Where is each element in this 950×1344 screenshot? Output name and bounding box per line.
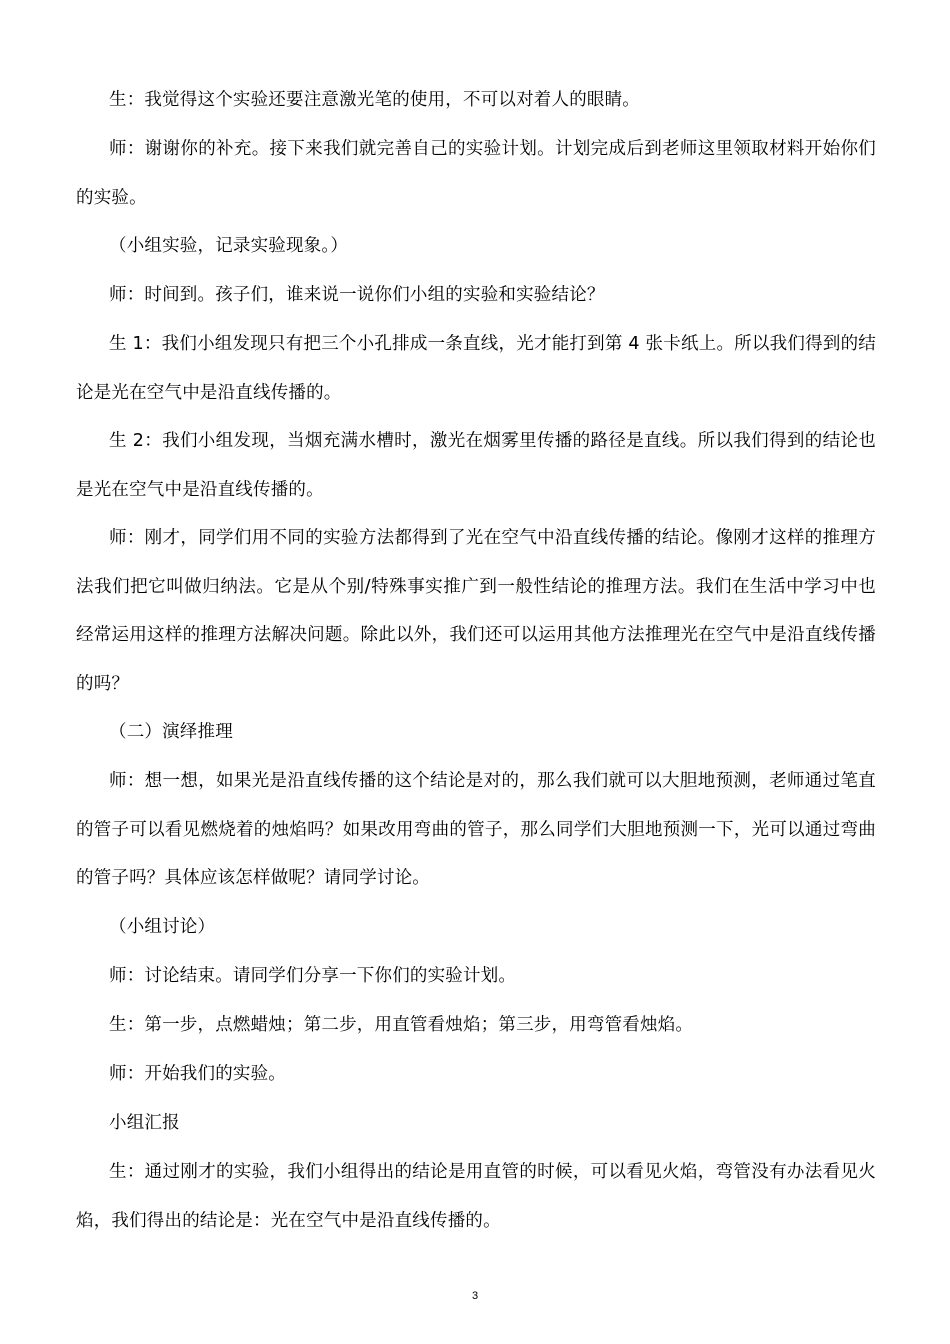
paragraph-group-discussion-note: （小组讨论）: [109, 917, 216, 937]
paragraph-student1-report: 生 1：我们小组发现只有把三个小孔排成一条直线，光才能打到第 4 张卡纸上。所以我们得到的结论是光在空气中是沿直线传播的。: [76, 334, 876, 403]
paragraph-group-report-heading: 小组汇报: [109, 1113, 180, 1133]
page-number: 3: [471, 1290, 479, 1302]
paragraph-student-steps: 生：第一步，点燃蜡烛；第二步，用直管看烛焰；第三步，用弯管看烛焰。: [109, 1015, 694, 1035]
section-heading-deduction: （二）演绎推理: [109, 722, 233, 742]
paragraph-student-conclusion: 生：通过刚才的实验，我们小组得出的结论是用直管的时候，可以看见火焰，弯管没有办法看见火焰，我们得出的结论是：光在空气中是沿直线传播的。: [76, 1162, 876, 1231]
paragraph-teacher-induction: 师：刚才，同学们用不同的实验方法都得到了光在空气中沿直线传播的结论。像刚才这样的推理方法我们把它叫做归纳法。它是从个别/特殊事实推广到一般性结论的推理方法。我们在生活中学习中也经常运用这样的推理方法解决问题。除此以外，我们还可以运用其他方法推理光在空气中是沿直线传播的吗？: [76, 528, 876, 694]
paragraph-student-laser-safety: 生：我觉得这个实验还要注意激光笔的使用，不可以对着人的眼睛。: [109, 90, 640, 110]
paragraph-teacher-share-plan: 师：讨论结束。请同学们分享一下你们的实验计划。: [109, 966, 517, 986]
paragraph-teacher-time-up: 师：时间到。孩子们，谁来说一说你们小组的实验和实验结论？: [109, 285, 605, 305]
paragraph-teacher-prediction: 师：想一想，如果光是沿直线传播的这个结论是对的，那么我们就可以大胆地预测，老师通过笔直的管子可以看见燃烧着的烛焰吗？如果改用弯曲的管子，那么同学们大胆地预测一下，光可以通过弯曲的管子吗？具体应该怎样做呢？请同学讨论。: [76, 771, 876, 888]
paragraph-teacher-complete-plan: 师：谢谢你的补充。接下来我们就完善自己的实验计划。计划完成后到老师这里领取材料开始你们的实验。: [76, 139, 876, 208]
paragraph-teacher-start: 师：开始我们的实验。: [109, 1064, 286, 1084]
paragraph-group-experiment-note: （小组实验，记录实验现象。）: [109, 236, 349, 256]
paragraph-student2-report: 生 2：我们小组发现，当烟充满水槽时，激光在烟雾里传播的路径是直线。所以我们得到的结论也是光在空气中是沿直线传播的。: [76, 431, 876, 500]
